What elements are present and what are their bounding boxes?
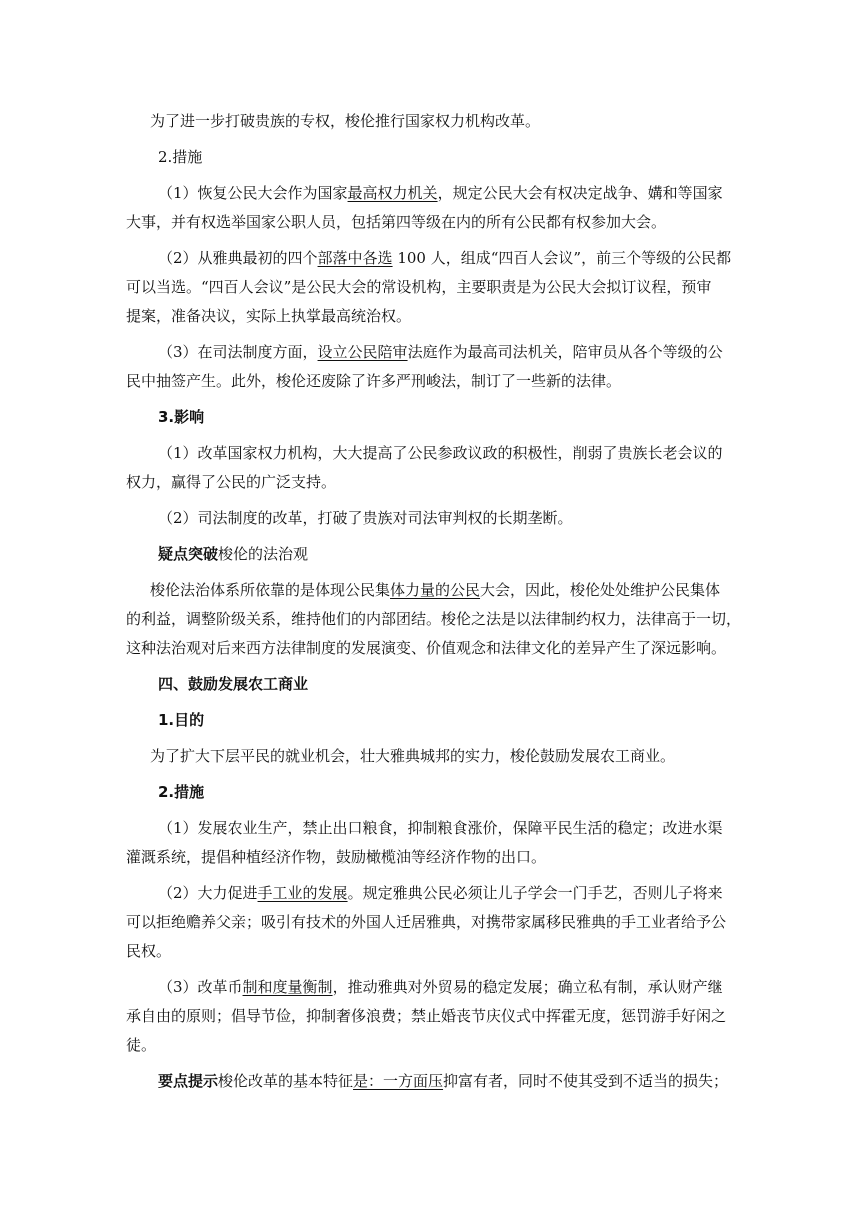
heading-purpose: 1.目的 [158,711,205,729]
text-span: ，推动雅典对外贸易的稳定发展；确立私有制，承认财产继 [332,978,723,996]
keypoint-line [158,1071,728,1091]
text-span: （3）在司法制度方面， [158,343,318,361]
text-span: 梭伦法治体系所依靠的是体现公民集 [150,581,391,599]
measure-2-line-3: 提案，准备决议，实际上执掌最高统治权。 [126,307,412,325]
text-span: 。规定雅典公民必须让儿子学会一门手艺，否则儿子将来 [347,884,723,902]
section-4-heading: 四、鼓励发展农工商业 [158,675,309,693]
text-span: 法庭作为最高司法机关，陪审员从各个等级的公 [407,343,723,361]
underlined-term: 最高权力机关 [347,184,438,202]
trade-measure-line-1 [158,977,723,997]
rule-line-3: 这种法治观对后来西方法律制度的发展演变、价值观念和法律文化的差异产生了深远影响。 [126,639,727,657]
trade-measure-line-3: 徒。 [126,1036,157,1054]
underlined-term: 部落中各选 [317,249,393,267]
impact-1-line-2: 权力，赢得了公民的广泛支持。 [126,473,337,491]
craft-measure-line-3: 民权。 [126,942,172,960]
text-span: 梭伦改革的基本特征 [218,1072,354,1090]
keypoint-label: 要点提示 [158,1072,219,1090]
craft-measure-line-2: 可以拒绝赡养父亲；吸引有技术的外国人迁居雅典，对携带家属移民雅典的手工业者给予公 [126,913,727,931]
underlined-term: 制和度量衡制 [242,978,333,996]
paragraph-intro: 为了进一步打破贵族的专权，梭伦推行国家权力机构改革。 [150,112,541,130]
impact-1-line-1: （1）改革国家权力机构，大大提高了公民参政议政的积极性，削弱了贵族长老会议的 [158,444,723,462]
text-span: （3）改革币 [158,978,243,996]
measure-2-line-1 [158,248,731,268]
underlined-term: 设立公民陪审 [317,343,408,361]
impact-2: （2）司法制度的改革，打破了贵族对司法审判权的长期垄断。 [158,509,573,527]
underlined-term: 体力量的公民 [390,581,481,599]
text-span: 大会，因此，梭伦处处维护公民集体 [480,581,721,599]
difficulty-label: 疑点突破 [158,545,219,563]
agri-measure-line-1: （1）发展农业生产，禁止出口粮食，抑制粮食涨价，保障平民生活的稳定；改进水渠 [158,819,723,837]
heading-impact: 3.影响 [158,408,205,426]
text-span: （1）恢复公民大会作为国家 [158,184,348,202]
rule-line-1 [150,580,720,600]
agri-measure-line-2: 灌溉系统，提倡种植经济作物，鼓励橄榄油等经济作物的出口。 [126,848,547,866]
craft-measure-line-1 [158,883,723,903]
difficulty-heading [158,544,308,564]
measure-3-line-1 [158,342,723,362]
text-span: （2）大力促进 [158,884,258,902]
text-span: 100 人，组成“四百人会议”，前三个等级的公民都 [392,249,732,267]
underlined-term: 手工业的发展 [257,884,348,902]
rule-line-2: 的利益，调整阶级关系，维持他们的内部团结。梭伦之法是以法律制约权力，法律高于一切， [126,610,742,628]
purpose-paragraph: 为了扩大下层平民的就业机会，壮大雅典城邦的实力，梭伦鼓励发展农工商业。 [150,747,676,765]
text-span: 抑富有者，同时不使其受到不适当的损失； [443,1072,729,1090]
trade-measure-line-2: 承自由的原则；倡导节俭，抑制奢侈浪费；禁止婚丧节庆仪式中挥霍无度，惩罚游手好闲之 [126,1007,727,1025]
measure-2-line-2: 可以当选。“四百人会议”是公民大会的常设机构，主要职责是为公民大会拟订议程，预审 [126,278,712,296]
measure-3-line-2: 民中抽签产生。此外，梭伦还废除了许多严刑峻法，制订了一些新的法律。 [126,372,622,390]
text-span: ，规定公民大会有权决定战争、媾和等国家 [437,184,723,202]
heading-measures: 2.措施 [158,148,203,166]
heading-measures-2: 2.措施 [158,783,205,801]
measure-1-line-1 [158,183,723,203]
underlined-term: 是：一方面压 [353,1072,444,1090]
text-span: （2）从雅典最初的四个 [158,249,318,267]
difficulty-title: 梭伦的法治观 [218,545,309,563]
measure-1-line-2: 大事，并有权选举国家公职人员，包括第四等级在内的所有公民都有权参加大会。 [126,213,667,231]
